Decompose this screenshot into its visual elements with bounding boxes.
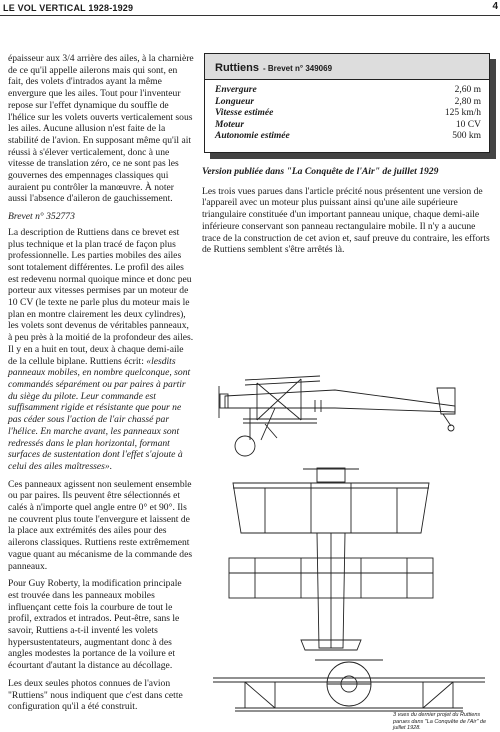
spec-value: 125 km/h (444, 108, 481, 118)
panels-paragraph: Ces panneaux agissent non seulement ensemble ou par paires. Ils peuvent être sélectionnés et calés à n'importe quel angle entre 0° et 90°. Ils ne couvrent plus toute l'envergure et laissent de la place aux extrémités des ailes pour des ailerons classiques. Ruttiens reste extrêmement vague quant au mécanisme de la commande des panneaux. (8, 478, 193, 572)
roberty-paragraph: Pour Guy Roberty, la modification principale est trouvée dans les panneaux mobiles influençant cette fois la courbure de tout le profil, extrados et intrados. Peut-être, sans le savoir, Ruttiens a-t-il inventé les volets hypersustentateurs, augmentant donc à des angles modestes la portance de la voilure et écourtant d'autant la distance au décollage. (8, 578, 182, 672)
description-text: La description de Ruttiens dans ce brevet est plus technique et la plan tracé de façon plus professionnelle. Les parties mobiles des ailes sont totalement différentes. Le profil des ailes est redevenu normal quoique mince et donc peu porteur aux vitesses permises par un moteur de 10 CV (le texte ne parle plus du moteur mais le plan en montre clairement les deux cylindres), les volets sont devenus de véritables panneaux, à peu près à la moitié de la profondeur des ailes. Il y en a huit en tout, deux à chaque demi-aile de la cellule biplane. Ruttiens écrit: (8, 226, 194, 367)
running-title: LE VOL VERTICAL 1928-1929 (3, 3, 134, 13)
spec-value: 2,80 m (454, 96, 481, 107)
side-view (219, 376, 455, 456)
photos-paragraph: Les deux seules photos connues de l'avion "Ruttiens" nous indiquent que c'est dans cette configuration qu'il a été construit. (8, 677, 183, 713)
spec-value: 500 km (452, 131, 481, 141)
spec-value: 2,60 m (454, 85, 481, 95)
spec-value: 10 CV (455, 119, 481, 130)
spec-row (215, 97, 481, 109)
left-column (8, 53, 194, 719)
figure-caption: 3 vues du dernier projet du Ruttiens parues dans "La Conquête de l'Air" de juillet 1928. (393, 712, 487, 731)
spec-row (215, 131, 481, 143)
page-header (0, 0, 500, 20)
spec-row (215, 120, 481, 132)
spec-table (215, 85, 481, 143)
spec-label: Moteur (215, 119, 245, 130)
right-column (202, 166, 492, 262)
intro-paragraph: épaisseur aux 3/4 arrière des ailes, à la charnière de ce qu'il appelle ailerons mais qui sont, en fait, des volets d'intrados ayant la même envergure que les ailes. Tout pour l'inventeur repose sur l'effet dynamique du souffle de l'hélice sur les volets ouverts verticalement sous les ailes. Aucune allusion n'est faite de la stabilité de l'avion. En supposant même qu'il ait réussi à s'élever verticalement, donc à une vitesse de translation zéro, ce ne sont pas les gouvernes des empennages classiques qui auraient pu contrôler la manœuvre. À noter aussi l'absence d'aileron de gauchissement. (8, 53, 194, 205)
spec-box-header (205, 54, 489, 80)
brevet-caption: Brevet n° 352773 (8, 211, 75, 223)
spec-subtitle: - Brevet n° 349069 (263, 64, 333, 73)
spec-box (204, 53, 490, 153)
spec-title: Ruttiens (215, 62, 259, 74)
ruttiens-quote: «lesdits panneaux mobiles, en nombre quelconque, sont commandés séparément ou par paires à partir du siège du pilote. Leur commande est suffisamment rigide et résistante que pour ne pas céder sous l'action de l'air chassé par l'hélice. En marche avant, les panneaux sont redressés dans le plan horizontal, formant surfaces de sustentation dont l'effet s'ajoute à celui des ailes maîtresses». (8, 355, 191, 472)
spec-label: Vitesse estimée (215, 108, 274, 118)
spec-row (215, 108, 481, 120)
spec-label: Longueur (215, 96, 255, 107)
version-heading: Version publiée dans "La Conquête de l'Air" de juillet 1929 (202, 166, 439, 177)
spec-label: Autonomie estimée (215, 131, 290, 141)
top-view (229, 468, 433, 650)
page-number: 4 (492, 1, 498, 12)
spec-row (215, 85, 481, 97)
spec-label: Envergure (215, 85, 257, 95)
header-rule (0, 15, 500, 16)
front-view (213, 660, 485, 711)
description-paragraph (8, 227, 194, 473)
version-paragraph: Les trois vues parues dans l'article précité nous présentent une version de l'appareil avec un moteur plus puissant ainsi qu'une aile supérieure triangulaire constituée d'un important panneau unique, chaque demi-aile inférieure conservant son panneau rectangulaire mobile. Il n'y a aucune trace de la construction de cet avion et, sauf preuve du contraire, les efforts de Ruttiens semblent s'être arrêtés là. (202, 185, 490, 256)
three-view-drawing (205, 328, 493, 713)
